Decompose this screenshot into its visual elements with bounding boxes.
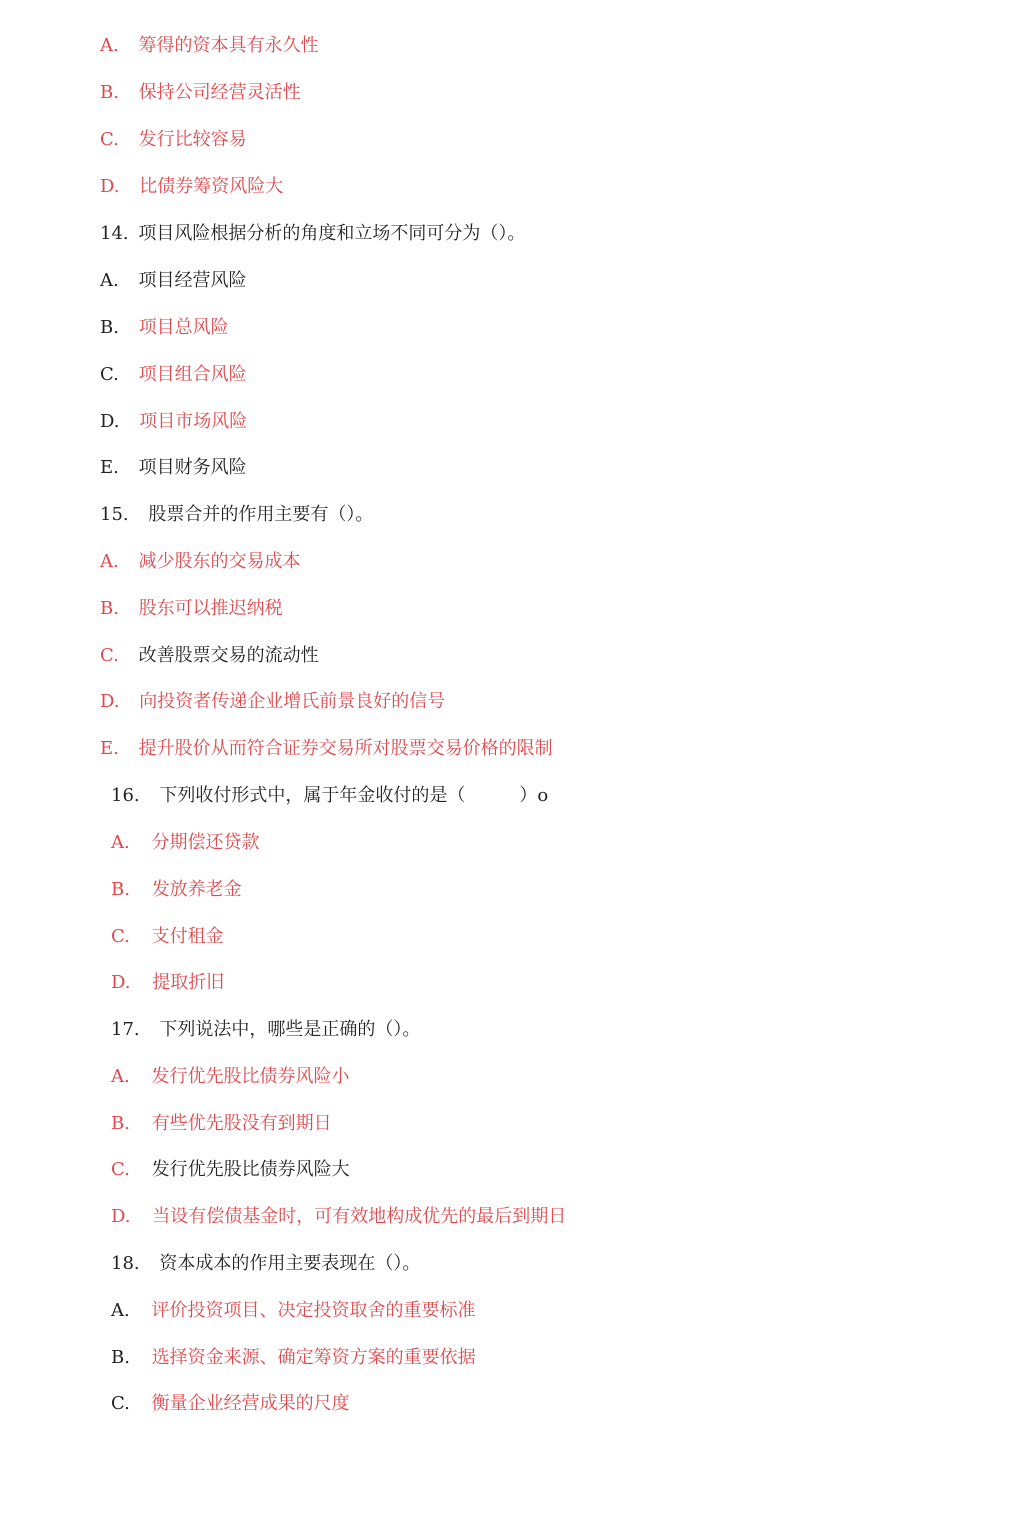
option-label: B. [111, 1113, 130, 1134]
option-label: B. [111, 1347, 130, 1368]
option-text: 支付租金 [151, 926, 224, 947]
option-text: 分期偿还贷款 [151, 832, 260, 853]
option-label: C. [111, 1393, 130, 1414]
question-17 [111, 1018, 420, 1042]
q17-option-a [111, 1065, 349, 1089]
option-label: E. [100, 457, 119, 478]
q17-option-c [111, 1158, 350, 1182]
q18-option-c [111, 1392, 350, 1416]
q16-option-a [111, 831, 259, 855]
option-label: D. [100, 411, 120, 432]
option-label: B. [100, 82, 119, 103]
option-text: 发放养老金 [151, 879, 242, 900]
q14-option-b [100, 316, 229, 340]
q14-option-c [100, 363, 247, 387]
option-text: 项目总风险 [138, 317, 229, 338]
option-text: 向投资者传递企业增氏前景良好的信号 [139, 691, 446, 712]
question-number: 15. [100, 504, 129, 525]
q15-option-e [100, 737, 553, 761]
question-number: 16. [111, 785, 140, 806]
option-text: 衡量企业经营成果的尺度 [151, 1393, 350, 1414]
option-text: 当设有偿债基金时，可有效地构成优先的最后到期日 [152, 1206, 567, 1227]
q17-option-d [111, 1205, 566, 1229]
option-text: 发行比较容易 [138, 129, 247, 150]
option-label: D. [100, 691, 120, 712]
option-text: 项目市场风险 [139, 411, 248, 432]
option-text: 比债券筹资风险大 [139, 176, 284, 197]
q14-option-e [100, 456, 247, 480]
option-label: C. [100, 645, 119, 666]
option-label: A. [100, 551, 119, 572]
option-text: 筹得的资本具有永久性 [138, 35, 319, 56]
option-label: C. [100, 129, 119, 150]
q18-option-a [111, 1299, 475, 1323]
option-text: 项目组合风险 [138, 364, 247, 385]
option-text: 项目财务风险 [138, 457, 247, 478]
question-number: 14. [100, 223, 129, 244]
q13-option-a [100, 34, 318, 58]
q18-option-b [111, 1346, 476, 1370]
option-text: 发行优先股比债券风险大 [151, 1159, 350, 1180]
question-text: 项目风险根据分析的角度和立场不同可分为（）。 [138, 223, 526, 244]
option-label: A. [100, 35, 119, 56]
option-text: 保持公司经营灵活性 [138, 82, 301, 103]
option-label: C. [100, 364, 119, 385]
question-15 [100, 503, 373, 527]
q16-option-d [111, 971, 224, 995]
q17-option-b [111, 1112, 332, 1136]
option-label: E. [100, 738, 119, 759]
option-label: A. [100, 270, 119, 291]
q13-option-c [100, 128, 247, 152]
option-text: 有些优先股没有到期日 [151, 1113, 332, 1134]
option-text: 改善股票交易的流动性 [138, 645, 319, 666]
question-number: 17. [111, 1019, 140, 1040]
option-text: 评价投资项目、决定投资取舍的重要标准 [151, 1300, 476, 1321]
question-text: 下列收付形式中，属于年金收付的是（ ）o [159, 785, 549, 806]
option-label: A. [111, 832, 130, 853]
option-text: 项目经营风险 [138, 270, 247, 291]
question-18 [111, 1252, 420, 1276]
option-label: D. [100, 176, 120, 197]
option-text: 提取折旧 [152, 972, 225, 993]
question-text: 股票合并的作用主要有（）。 [148, 504, 374, 525]
option-text: 减少股东的交易成本 [138, 551, 301, 572]
question-text: 下列说法中，哪些是正确的（）。 [159, 1019, 421, 1040]
q15-option-a [100, 550, 300, 574]
option-label: B. [111, 879, 130, 900]
option-text: 发行优先股比债券风险小 [151, 1066, 350, 1087]
option-label: D. [111, 1206, 131, 1227]
question-16 [111, 784, 548, 808]
q14-option-a [100, 269, 246, 293]
option-label: C. [111, 926, 130, 947]
option-text: 股东可以推迟纳税 [138, 598, 283, 619]
option-text: 提升股价从而符合证券交易所对股票交易价格的限制 [138, 738, 553, 759]
q13-option-b [100, 81, 301, 105]
q16-option-c [111, 925, 224, 949]
option-label: B. [100, 598, 119, 619]
q13-option-d [100, 175, 283, 199]
q15-option-b [100, 597, 283, 621]
q15-option-d [100, 690, 445, 714]
option-label: A. [111, 1066, 130, 1087]
option-label: A. [111, 1300, 130, 1321]
q14-option-d [100, 410, 247, 434]
option-label: D. [111, 972, 131, 993]
question-number: 18. [111, 1253, 140, 1274]
q16-option-b [111, 878, 242, 902]
question-text: 资本成本的作用主要表现在（）。 [159, 1253, 421, 1274]
option-text: 选择资金来源、确定筹资方案的重要依据 [151, 1347, 476, 1368]
question-14 [100, 222, 525, 246]
option-label: C. [111, 1159, 130, 1180]
q15-option-c [100, 644, 319, 668]
option-label: B. [100, 317, 119, 338]
